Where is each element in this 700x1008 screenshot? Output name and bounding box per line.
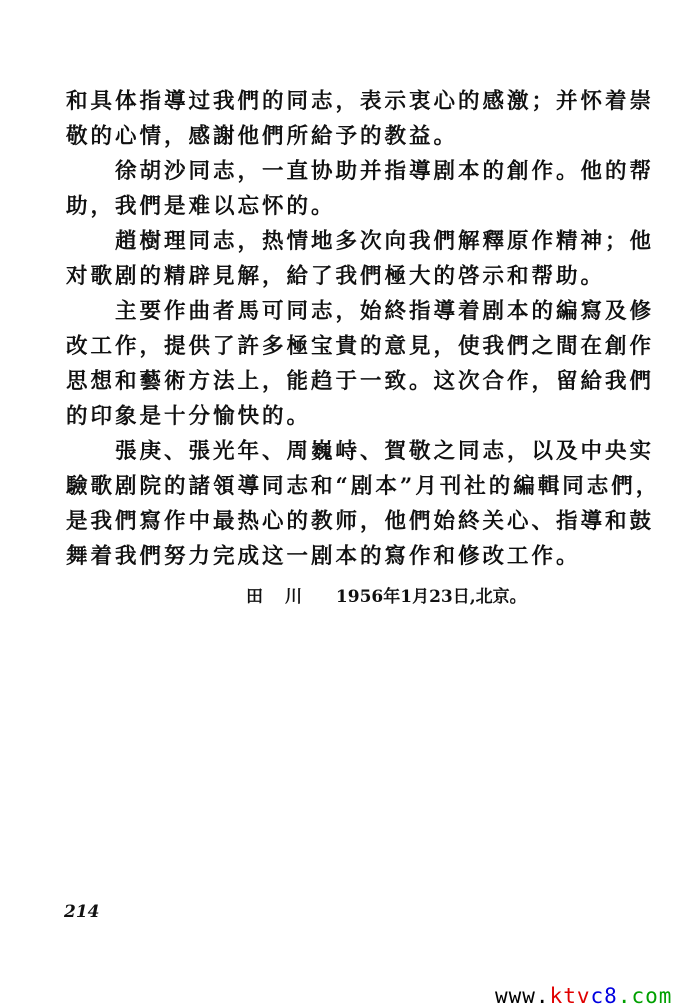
text-line: 的印象是十分愉快的。 [66, 404, 312, 429]
page-number: 214 [64, 902, 100, 922]
watermark-ktv: ktv [549, 984, 591, 1008]
text-line: 徐胡沙同志，一直协助并指導剧本的創作。他的帮 [115, 159, 655, 184]
text-line: 舞着我們努力完成这一剧本的寫作和修改工作。 [66, 544, 581, 569]
date-place: 1956年1月23日,北京。 [335, 587, 527, 607]
text-line: 改工作，提供了許多極宝貴的意見，使我們之間在創作 [66, 334, 655, 359]
text-line: 驗歌剧院的諸領導同志和“剧本”月刊社的編輯同志們， [66, 474, 661, 499]
watermark-c8: c8 [590, 984, 618, 1008]
text-line: 主要作曲者馬可同志，始終指導着剧本的編寫及修 [115, 299, 655, 324]
text-line: 对歌剧的精辟見解，給了我們極大的啓示和帮助。 [66, 264, 606, 289]
text-line: 是我們寫作中最热心的教师，他們始終关心、指導和鼓 [66, 509, 655, 534]
text-line: 助，我們是难以忘怀的。 [66, 194, 336, 219]
text-line: 張庚、張光年、周巍峙、賀敬之同志，以及中央实 [115, 439, 655, 464]
watermark [495, 984, 672, 1008]
text-line: 敬的心情，感謝他們所給予的教益。 [66, 124, 459, 149]
watermark-com: .com [617, 984, 673, 1008]
watermark-www: www. [495, 984, 550, 1008]
text-line: 和具体指導过我們的同志，表示衷心的感激；并怀着崇 [66, 89, 655, 114]
text-line: 趙樹理同志，热情地多次向我們解釋原作精神；他 [115, 229, 655, 254]
body-text [66, 84, 661, 574]
signature [246, 582, 527, 607]
text-line: 思想和藝術方法上，能趋于一致。这次合作，留給我們 [66, 369, 655, 394]
author-name: 田川 [246, 587, 324, 607]
